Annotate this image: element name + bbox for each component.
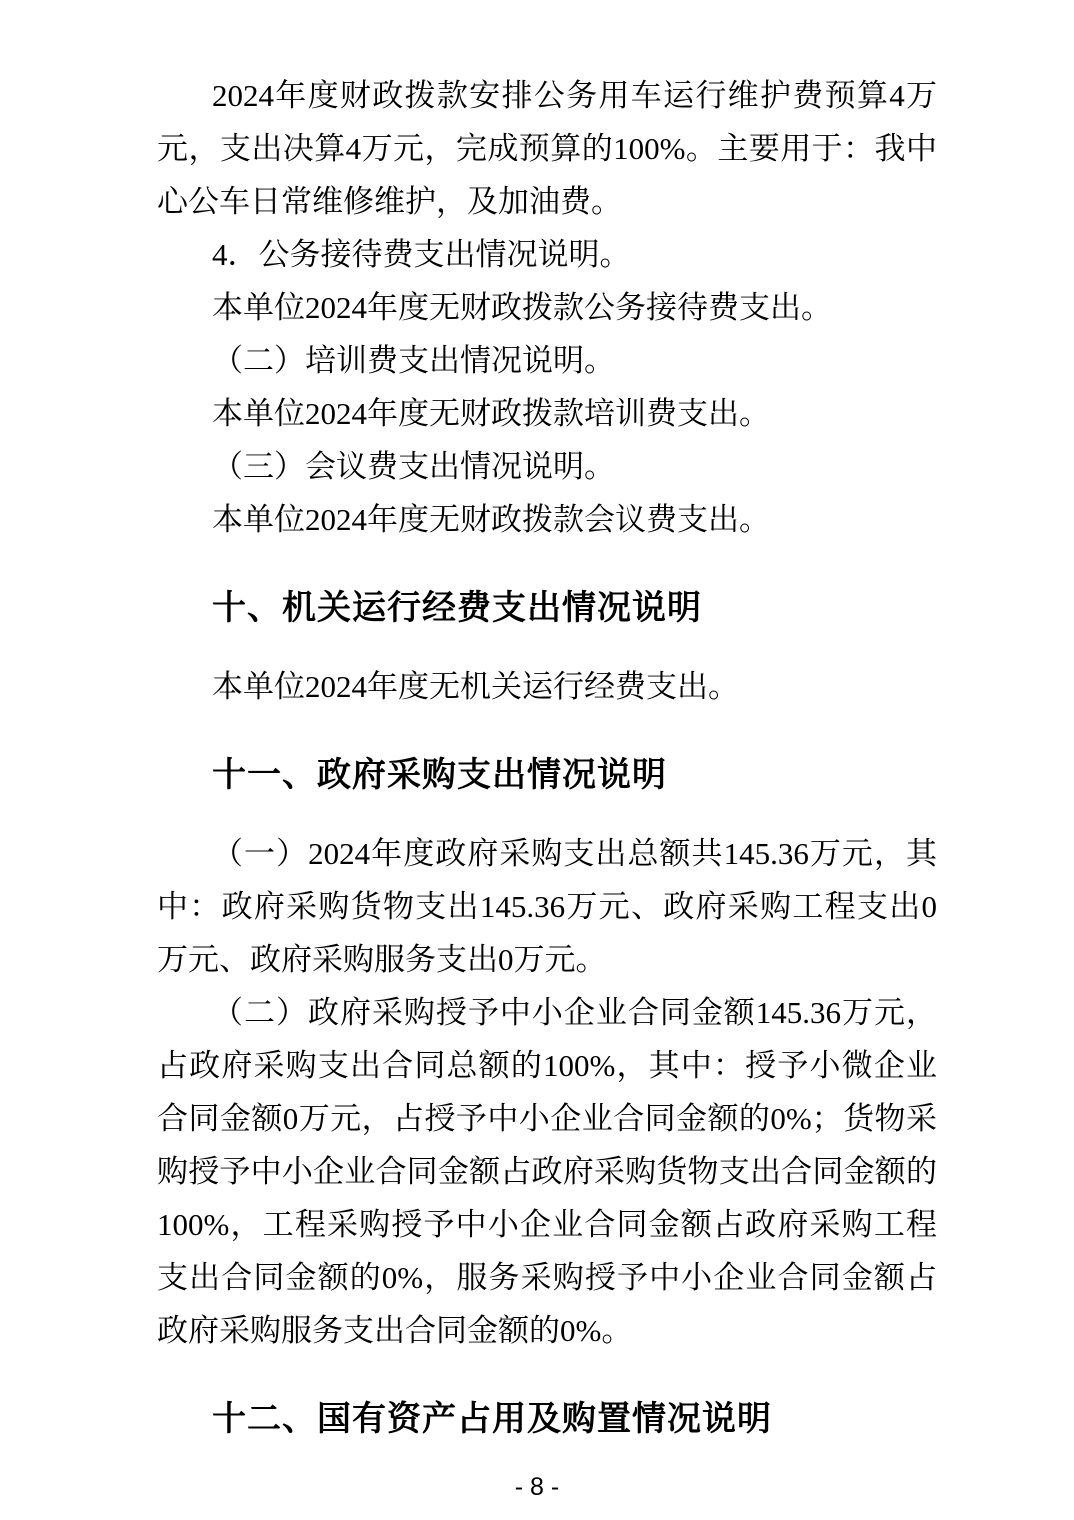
page-number: - 8 - [514, 1473, 560, 1501]
body-paragraph: 本单位2024年度无财政拨款公务接待费支出。 [212, 290, 832, 325]
body-paragraph: 4．公务接待费支出情况说明。 [212, 237, 631, 272]
body-paragraph: （二）培训费支出情况说明。 [212, 343, 615, 378]
section-heading: 十一、政府采购支出情况说明 [212, 756, 667, 794]
body-paragraph: 2024年度财政拨款安排公务用车运行维护费预算4万元，支出决算4万元，完成预算的100%。主要用于：我中心公车日常维修维护，及加油费。 [157, 78, 937, 219]
page-body [157, 69, 937, 1471]
body-paragraph: 本单位2024年度无财政拨款会议费支出。 [212, 502, 770, 537]
section-heading: 十、机关运行经费支出情况说明 [212, 589, 702, 627]
body-paragraph: 本单位2024年度无机关运行经费支出。 [212, 669, 739, 704]
body-paragraph: （三）会议费支出情况说明。 [212, 449, 615, 484]
body-paragraph: （二）政府采购授予中小企业合同金额145.36万元，占政府采购支出合同总额的100%，其中：授予小微企业合同金额0万元，占授予中小企业合同金额的0%；货物采购授予中小企业合同金额占政府采购货物支出合同金额的100%，工程采购授予中小企业合同金额占政府采购工程支出合同金额的0%，服务采购授予中小企业合同金额占政府采购服务支出合同金额的0%。 [157, 995, 937, 1348]
body-paragraph: （一）2024年度政府采购支出总额共145.36万元，其中：政府采购货物支出145.36万元、政府采购工程支出0万元、政府采购服务支出0万元。 [157, 836, 937, 977]
body-paragraph: 本单位2024年度无财政拨款培训费支出。 [212, 396, 770, 431]
section-heading: 十二、国有资产占用及购置情况说明 [212, 1400, 772, 1438]
